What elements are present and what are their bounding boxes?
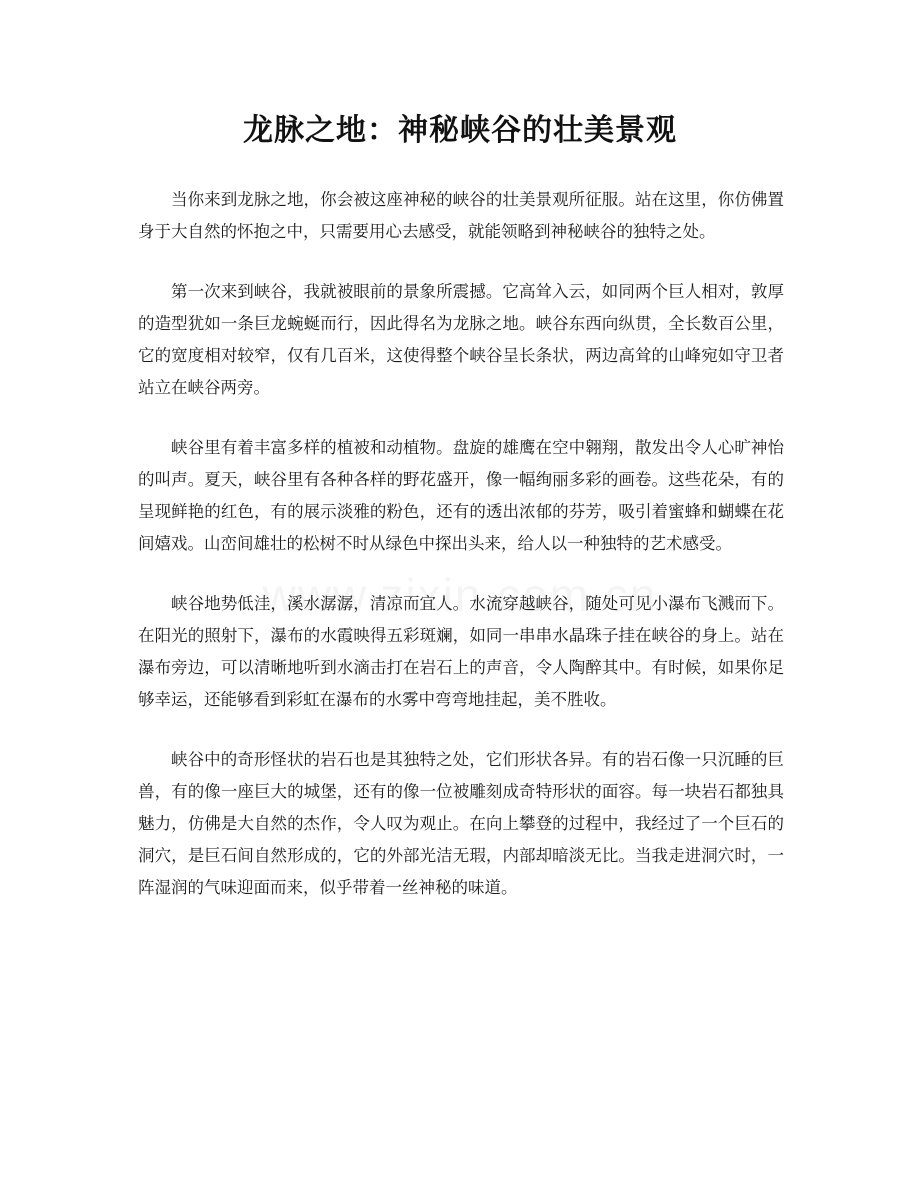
paragraph-3: 峡谷里有着丰富多样的植被和动植物。盘旋的雄鹰在空中翱翔，散发出令人心旷神怡的叫声。夏天，峡谷里有各种各样的野花盛开，像一幅绚丽多彩的画卷。这些花朵，有的呈现鲜艳的红色，有的展示淡雅的粉色，还有的透出浓郁的芬芳，吸引着蜜蜂和蝴蝶在花间嬉戏。山峦间雄壮的松树不时从绿色中探出头来，给人以一种独特的艺术感受。 (138, 438, 784, 553)
document-title: 龙脉之地：神秘峡谷的壮美景观 (243, 113, 677, 148)
paragraph-5: 峡谷中的奇形怪状的岩石也是其独特之处，它们形状各异。有的岩石像一只沉睡的巨兽，有的像一座巨大的城堡，还有的像一位被雕刻成奇特形状的面容。每一块岩石都独具魅力，仿佛是大自然的杰作，令人叹为观止。在向上攀登的过程中，我经过了一个巨石的洞穴，是巨石间自然形成的，它的外部光洁无瑕，内部却暗淡无比。当我走进洞穴时，一阵湿润的气味迎面而来，似乎带着一丝神秘的味道。 (138, 750, 784, 897)
paragraph-4: 峡谷地势低洼，溪水潺潺，清凉而宜人。水流穿越峡谷，随处可见小瀑布飞溅而下。在阳光的照射下，瀑布的水霞映得五彩斑斓，如同一串串水晶珠子挂在峡谷的身上。站在瀑布旁边，可以清晰地听到水滴击打在岩石上的声音，令人陶醉其中。有时候，如果你足够幸运，还能够看到彩虹在瀑布的水雾中弯弯地挂起，美不胜收。 (138, 594, 784, 709)
paragraph-2: 第一次来到峡谷，我就被眼前的景象所震撼。它高耸入云，如同两个巨人相对，敦厚的造型犹如一条巨龙蜿蜒而行，因此得名为龙脉之地。峡谷东西向纵贯，全长数百公里，它的宽度相对较窄，仅有几百米，这使得整个峡谷呈长条状，两边高耸的山峰宛如守卫者站立在峡谷两旁。 (138, 282, 784, 397)
paragraph-1: 当你来到龙脉之地，你会被这座神秘的峡谷的壮美景观所征服。站在这里，你仿佛置身于大自然的怀抱之中，只需要用心去感受，就能领略到神秘峡谷的独特之处。 (138, 190, 784, 241)
document-body (138, 184, 784, 932)
